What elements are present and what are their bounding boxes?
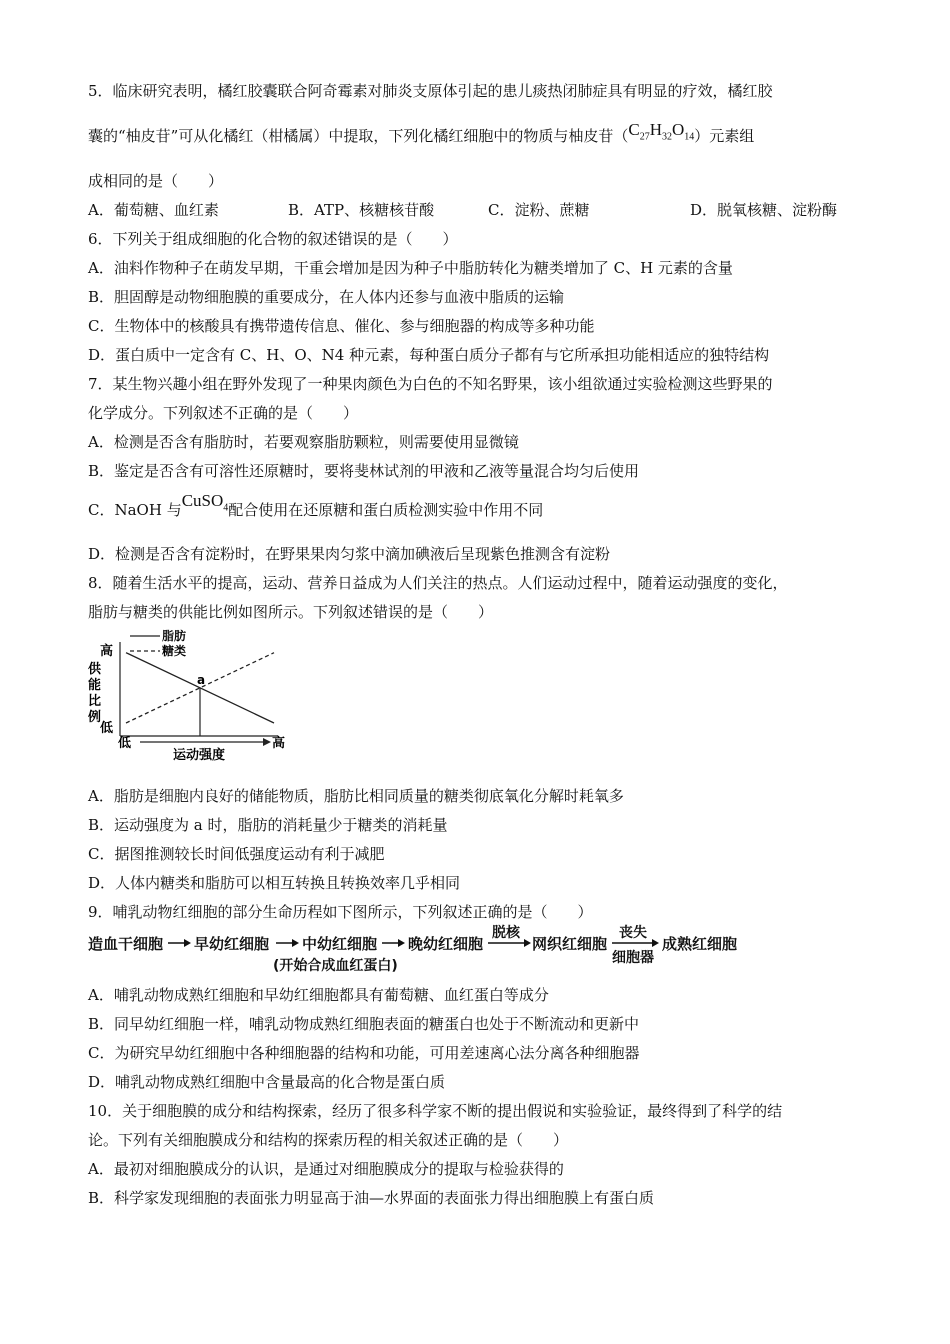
q9-option-b[interactable]: B．同早幼红细胞一样，哺乳动物成熟红细胞表面的糖蛋白也处于不断流动和更新中 — [88, 1015, 640, 1033]
q10-stem-line2: 论。下列有关细胞膜成分和结构的探索历程的相关叙述正确的是（ ） — [88, 1131, 569, 1149]
flow-label-lose: 丧失 — [619, 925, 647, 941]
q8-option-c[interactable]: C．据图推测较长时间低强度运动有利于减肥 — [88, 845, 385, 863]
legend-fat-label: 脂肪 — [162, 629, 187, 643]
flow-arrow-2 — [276, 938, 300, 948]
q9-option-d[interactable]: D．哺乳动物成熟红细胞中含量最高的化合物是蛋白质 — [88, 1073, 446, 1091]
flow-node-middle: 中幼红细胞 — [302, 935, 378, 953]
flow-label-organelles: 细胞器 — [612, 950, 654, 966]
q5-option-d[interactable]: D．脱氧核糖、淀粉酶 — [690, 201, 838, 219]
q10-option-a[interactable]: A．最初对细胞膜成分的认识，是通过对细胞膜成分的提取与检验获得的 — [88, 1160, 564, 1178]
legend-sugar-label: 糖类 — [162, 644, 187, 658]
q7-stem-line1: 7．某生物兴趣小组在野外发现了一种果肉颜色为白色的不知名野果，该小组欲通过实验检测这些野果的 — [88, 375, 773, 393]
x-tick-low: 低 — [118, 736, 132, 751]
q5-stem-line1: 5．临床研究表明，橘红胶囊联合阿奇霉素对肺炎支原体引起的患儿痰热闭肺症具有明显的疗效，橘红胶 — [88, 82, 773, 100]
naringin-formula: $C_{27}H_{32}O_{14}$ — [628, 120, 695, 143]
x-tick-high: 高 — [272, 736, 286, 751]
q7-option-c[interactable]: C．NaOH 与CuSO$_4$配合使用在还原糖和蛋白质检测实验中作用不同 — [88, 491, 544, 519]
y-tick-high: 高 — [100, 644, 114, 659]
x-axis-label: 运动强度 — [173, 748, 226, 763]
q5-stem-line3: 成相同的是（ ） — [88, 172, 224, 190]
q5-stem-line2-b: ）元素组 — [694, 127, 755, 145]
y-tick-low: 低 — [100, 721, 114, 736]
q9-option-c[interactable]: C．为研究早幼红细胞中各种细胞器的结构和功能，可用差速离心法分离各种细胞器 — [88, 1044, 640, 1062]
flow-note-hemoglobin: (开始合成血红蛋白) — [273, 958, 398, 974]
q5-option-c[interactable]: C．淀粉、蔗糖 — [488, 201, 590, 219]
q7-stem-line2: 化学成分。下列叙述不正确的是（ ） — [88, 404, 359, 422]
flow-node-hsc: 造血干细胞 — [88, 935, 164, 953]
q6-option-c[interactable]: C．生物体中的核酸具有携带遗传信息、催化、参与细胞器的构成等多种功能 — [88, 317, 595, 335]
q9-stem: 9．哺乳动物红细胞的部分生命历程如下图所示，下列叙述正确的是（ ） — [88, 903, 593, 921]
q8-option-a[interactable]: A．脂肪是细胞内良好的储能物质，脂肪比相同质量的糖类彻底氧化分解时耗氧多 — [88, 787, 624, 805]
x-arrow-head — [263, 738, 271, 746]
q5-stem-line2-a: 囊的“柚皮苷”可从化橘红（柑橘属）中提取，下列化橘红细胞中的物质与柚皮苷（ — [88, 127, 629, 145]
energy-ratio-chart — [88, 628, 298, 763]
intersection-label-a: a — [197, 672, 206, 687]
q9-option-a[interactable]: A．哺乳动物成熟红细胞和早幼红细胞都具有葡萄糖、血红蛋白等成分 — [88, 986, 549, 1004]
q5-option-a[interactable]: A．葡萄糖、血红素 — [88, 201, 219, 219]
q6-stem: 6．下列关于组成细胞的化合物的叙述错误的是（ ） — [88, 230, 458, 248]
q7-option-a[interactable]: A．检测是否含有脂肪时，若要观察脂肪颗粒，则需要使用显微镜 — [88, 433, 519, 451]
flow-arrow-1 — [168, 938, 192, 948]
q8-option-b[interactable]: B．运动强度为 a 时，脂肪的消耗量少于糖类的消耗量 — [88, 816, 448, 834]
y-axis-label: 供 能 比 例 — [88, 662, 102, 725]
q8-stem-line2: 脂肪与糖类的供能比例如图所示。下列叙述错误的是（ ） — [88, 603, 494, 621]
erythrocyte-flow-diagram — [88, 925, 788, 975]
flow-label-enucleation: 脱核 — [492, 925, 520, 941]
q10-option-b[interactable]: B．科学家发现细胞的表面张力明显高于油—水界面的表面张力得出细胞膜上有蛋白质 — [88, 1189, 655, 1207]
q7-option-d[interactable]: D．检测是否含有淀粉时，在野果果肉匀浆中滴加碘液后呈现紫色推测含有淀粉 — [88, 545, 611, 563]
q6-option-d[interactable]: D．蛋白质中一定含有 C、H、O、N4 种元素，每种蛋白质分子都有与它所承担功能相适应的独特结构 — [88, 346, 770, 364]
q8-stem-line1: 8．随着生活水平的提高，运动、营养日益成为人们关注的热点。人们运动过程中，随着运动强度的变化， — [88, 574, 788, 592]
flow-node-late: 晚幼红细胞 — [408, 935, 484, 953]
flow-node-reticulocyte: 网织红细胞 — [532, 935, 608, 953]
flow-arrow-3 — [382, 938, 406, 948]
q8-option-d[interactable]: D．人体内糖类和脂肪可以相互转换且转换效率几乎相同 — [88, 874, 461, 892]
flow-node-early: 早幼红细胞 — [194, 935, 270, 953]
flow-node-mature: 成熟红细胞 — [662, 935, 738, 953]
q6-option-b[interactable]: B．胆固醇是动物细胞膜的重要成分，在人体内还参与血液中脂质的运输 — [88, 288, 565, 306]
q5-option-b[interactable]: B．ATP、核糖核苷酸 — [288, 201, 435, 219]
q7-option-b[interactable]: B．鉴定是否含有可溶性还原糖时，要将斐林试剂的甲液和乙液等量混合均匀后使用 — [88, 462, 640, 480]
q10-stem-line1: 10．关于细胞膜的成分和结构探索，经历了很多科学家不断的提出假说和实验验证，最终得到了科学的结 — [88, 1102, 783, 1120]
cuso4-formula: CuSO$_4$ — [181, 491, 229, 514]
flow-arrow-4 — [488, 938, 532, 948]
chart-plot-area — [126, 653, 274, 736]
q6-option-a[interactable]: A．油料作物种子在萌发早期，干重会增加是因为种子中脂肪转化为糖类增加了 C、H 元素的含量 — [88, 259, 733, 277]
q5-stem-line2 — [88, 120, 755, 153]
